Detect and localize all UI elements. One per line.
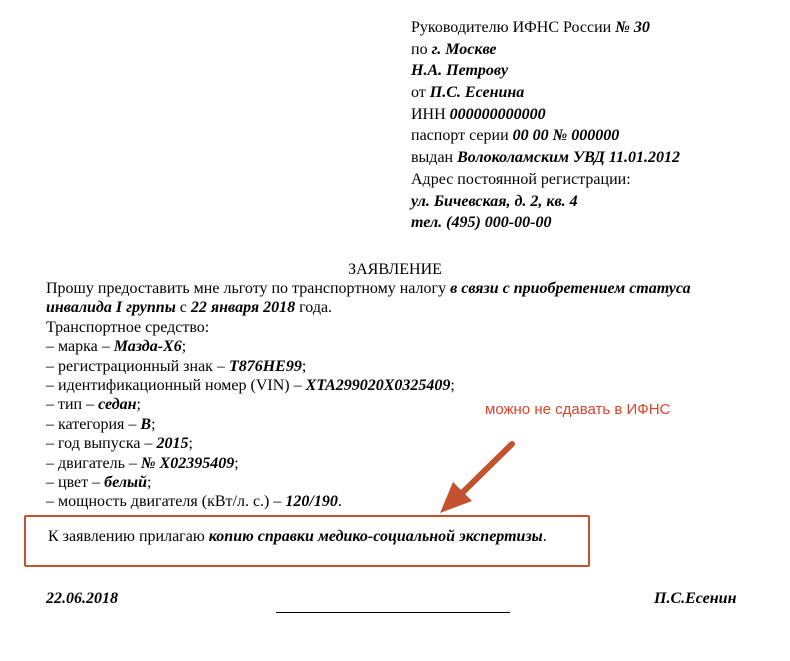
vehicle-item: – тип – седан; — [46, 396, 141, 414]
address-value: ул. Бичевская, д. 2, кв. 4 — [411, 192, 578, 210]
vehicle-item: – регистрационный знак – Т876НЕ99; — [46, 357, 307, 375]
vehicle-item: – мощность двигателя (кВт/л. с.) – 120/190. — [46, 493, 342, 511]
request-line-1: Прошу предоставить мне льготу по транспортному налогу в связи с приобретением статуса — [46, 280, 691, 297]
sender-passport: паспорт серии 00 00 № 000000 — [411, 127, 620, 145]
addressee-name: Н.А. Петрову — [411, 62, 509, 80]
request-line-2: инвалида I группы с 22 января 2018 года. — [46, 299, 333, 317]
vehicle-item: – цвет – белый; — [46, 473, 152, 491]
addressee-line-2: по г. Москве — [411, 40, 497, 58]
signature-name: П.С.Есенин — [654, 590, 737, 607]
signature-line — [276, 612, 510, 613]
vehicle-item: – идентификационный номер (VIN) – ХТА299020Х0325409; — [46, 376, 455, 394]
sender-name: от П.С. Есенина — [411, 84, 525, 102]
annotation-note: можно не сдавать в ИФНС — [485, 401, 671, 418]
document-date: 22.06.2018 — [46, 590, 118, 607]
sender-inn: ИНН 000000000000 — [411, 105, 546, 123]
addressee-line-1: Руководителю ИФНС России № 30 — [411, 19, 650, 36]
vehicle-item: – двигатель – № Х02395409; — [46, 454, 239, 472]
vehicle-item: – марка – Мазда-Х6; — [46, 338, 187, 356]
vehicle-item: – год выпуска – 2015; — [46, 435, 193, 453]
sender-phone: тел. (495) 000-00-00 — [411, 214, 552, 232]
sender-passport-issued: выдан Волоколамским УВД 11.01.2012 — [411, 149, 680, 167]
document-title: ЗАЯВЛЕНИЕ — [348, 261, 442, 278]
attachment-line: К заявлению прилагаю копию справки медико-социальной экспертизы. — [48, 528, 547, 545]
vehicle-heading: Транспортное средство: — [46, 318, 210, 336]
vehicle-item: – категория – В; — [46, 415, 156, 433]
address-label: Адрес постоянной регистрации: — [411, 170, 631, 188]
